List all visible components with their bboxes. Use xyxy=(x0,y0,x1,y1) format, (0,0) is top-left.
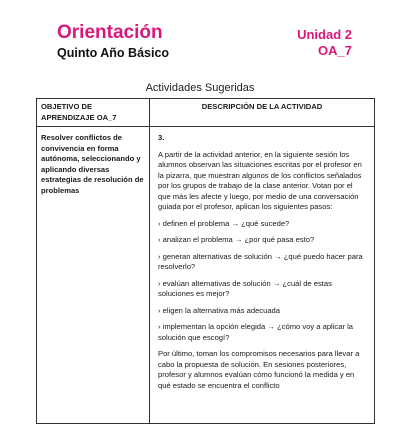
unit-label: Unidad 2 xyxy=(297,27,352,42)
step-item: › evalúan alternativas de solución → ¿cuál de estas soluciones es mejor? xyxy=(158,278,332,298)
description-column-header: DESCRIPCIÓN DE LA ACTIVIDAD xyxy=(150,99,375,127)
objective-text: Resolver conflictos de convivencia en forma autónoma, seleccionando y aplicando diversas estrategias de resolución de problemas xyxy=(37,127,150,424)
step-item: › definen el problema → ¿qué sucede? xyxy=(158,218,290,228)
step-item: › generan alternativas de solución → ¿qué puedo hacer para resolverlo? xyxy=(158,251,363,271)
unit-header xyxy=(297,27,352,59)
oa-label: OA_7 xyxy=(318,43,352,58)
page-title: Orientación xyxy=(57,22,163,43)
activity-intro: A partir de la actividad anterior, en la siguiente sesión los alumnos observan las situaciones escritas por el profesor en la pizarra, que muestran algunos de los conflictos señalados por los grupos de trabajo de la clase anterior. Votan por el que más les afecte y luego, por medio de una conversación guiada por el profesor, aplican los siguientes pasos: xyxy=(158,149,362,211)
objective-column-header: OBJETIVO DE APRENDIZAJE OA_7 xyxy=(37,99,150,127)
table-row xyxy=(37,127,375,424)
step-item: › implementan la opción elegida → ¿cómo voy a aplicar la solución que escogí? xyxy=(158,322,354,342)
activities-table xyxy=(36,98,375,424)
table-header-row xyxy=(37,99,375,127)
grade-subtitle: Quinto Año Básico xyxy=(57,46,170,60)
step-item: › eligen la alternativa más adecuada xyxy=(158,305,280,315)
step-item: › analizan el problema → ¿por qué pasa esto? xyxy=(158,235,315,244)
section-title: Actividades Sugeridas xyxy=(145,82,255,94)
activity-closing: Por último, toman los compromisos necesarios para llevar a cabo la propuesta de solución. En sesiones posteriores, profesor y alumnos evalúan cómo funcionó la medida y en qué estado se encuentra el conflicto xyxy=(158,349,360,390)
activity-description xyxy=(150,127,375,424)
document-header xyxy=(57,22,169,61)
activity-number: 3. xyxy=(158,133,165,142)
